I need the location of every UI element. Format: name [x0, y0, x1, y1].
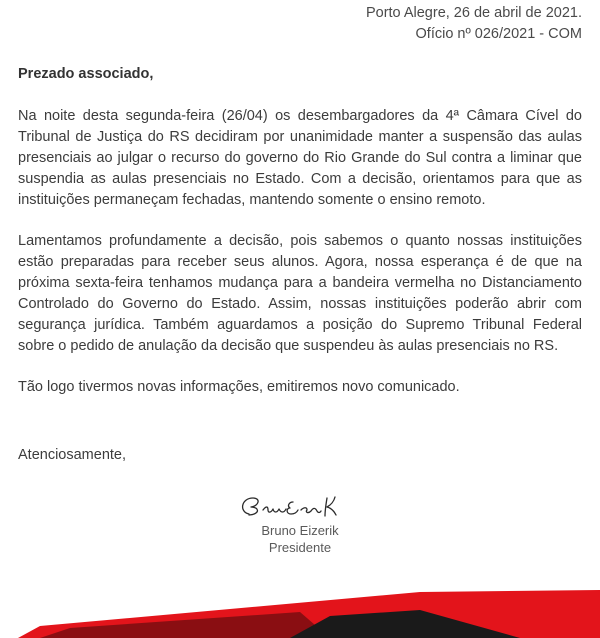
- closing: Atenciosamente,: [18, 447, 127, 463]
- paragraph-decision: Na noite desta segunda-feira (26/04) os desembargadores da 4ª Câmara Cível do Tribunal de Justiça do RS decidiram por unanimidade manter a suspensão das aulas presenciais ao julgar o recurso do governo do Rio Grande do Sul contra a liminar que suspendia as aulas presenciais no Estado. Com a decisão, orientamos para que as instituições permaneçam fechadas, mantendo somente o ensino remoto.: [18, 108, 582, 208]
- letter-body: [18, 64, 582, 418]
- signer-name: Bruno Eizerik: [261, 523, 339, 538]
- paragraph-regret: Lamentamos profundamente a decisão, pois sabemos o quanto nossas instituições estão preparadas para receber seus alunos. Agora, nossa esperança é de que na próxima sexta-feira tenhamos mudança para a bandeira vermelha no Distanciamento Controlado do Governo do Estado. Assim, nossas instituições poderão abrir com segurança jurídica. Também aguardamos a posição do Supremo Tribunal Federal sobre o pedido de anulação da decisão que suspendeu às aulas presenciais no RS.: [18, 233, 582, 354]
- signature-block: [0, 492, 600, 556]
- place-date: Porto Alegre, 26 de abril de 2021.: [365, 5, 582, 21]
- paragraph-next-steps: Tão logo tivermos novas informações, emitiremos novo comunicado.: [18, 379, 460, 395]
- handwritten-signature: [235, 492, 365, 522]
- letter-header: [366, 3, 582, 45]
- signer-role: Presidente: [268, 540, 332, 555]
- document-reference: Ofício nº 026/2021 - COM: [415, 26, 582, 42]
- footer-decoration: [0, 590, 600, 638]
- salutation: Prezado associado,: [18, 66, 154, 82]
